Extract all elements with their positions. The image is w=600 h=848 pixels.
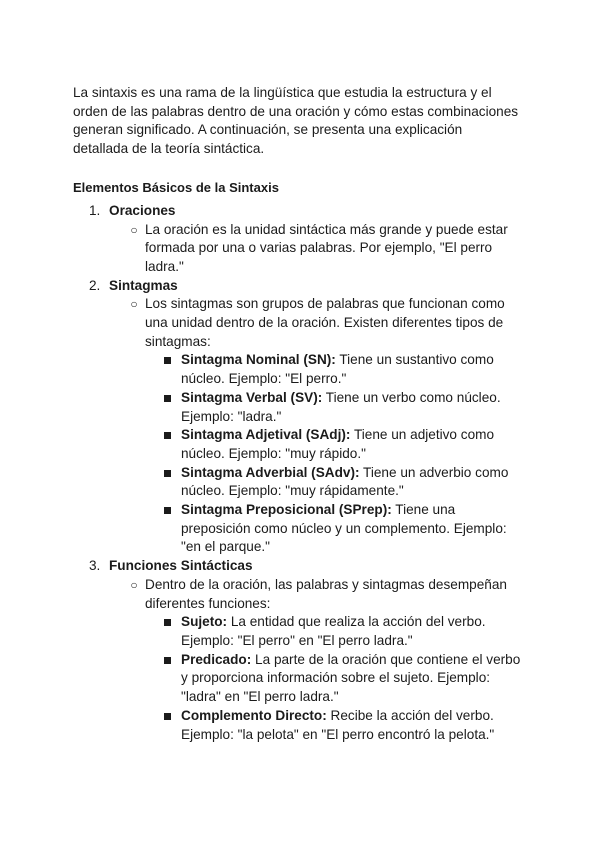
- circle-bullet-icon: ○: [130, 297, 138, 312]
- detail-list: [145, 613, 521, 744]
- square-bullet-icon: [164, 713, 171, 720]
- square-bullet-icon: [164, 507, 171, 514]
- item-title: Oraciones: [109, 202, 176, 218]
- detail-item: [145, 613, 521, 650]
- sub-list: [109, 221, 521, 277]
- section-heading: Elementos Básicos de la Sintaxis: [73, 179, 279, 195]
- detail-term: Predicado:: [181, 651, 252, 667]
- detail-item: [145, 501, 521, 557]
- detail-item: [145, 351, 521, 388]
- intro-paragraph: La sintaxis es una rama de la lingüística que estudia la estructura y el orden de las palabras dentro de una oración y cómo estas combinaciones generan significado. A continuación, se presenta una explicación detallada de la teoría sintáctica.: [73, 85, 519, 157]
- square-bullet-icon: [164, 470, 171, 477]
- detail-text: La entidad que realiza la acción del verbo. Ejemplo: "El perro" en "El perro ladra.": [181, 614, 486, 648]
- detail-text: Recibe la acción del verbo. Ejemplo: "la pelota" en "El perro encontró la pelota.": [181, 707, 495, 742]
- detail-item: [145, 389, 521, 426]
- sub-item-text: La oración es la unidad sintáctica más grande y puede estar formada por una o varias palabras. Por ejemplo, "El perro ladra.": [145, 221, 508, 274]
- detail-item: [145, 707, 521, 744]
- detail-item: [145, 651, 521, 707]
- sub-list-item: [109, 295, 521, 557]
- detail-text: Tiene un verbo como núcleo. Ejemplo: "ladra.": [181, 389, 501, 424]
- square-bullet-icon: [164, 395, 171, 402]
- item-number: 2.: [89, 277, 101, 293]
- detail-item: [145, 464, 521, 501]
- detail-term: Sintagma Adjetival (SAdj):: [181, 427, 351, 443]
- main-list-item-sintagmas: [73, 277, 521, 558]
- sub-list-item: [109, 576, 521, 744]
- sub-list: [109, 295, 521, 557]
- detail-term: Complemento Directo:: [181, 707, 327, 723]
- main-list: [73, 202, 521, 744]
- detail-item: [145, 426, 521, 463]
- main-list-item-oraciones: [73, 202, 521, 277]
- detail-text: Tiene un adjetivo como núcleo. Ejemplo: "muy rápido.": [181, 427, 495, 461]
- detail-term: Sintagma Preposicional (SPrep):: [181, 502, 392, 518]
- detail-text: La parte de la oración que contiene el verbo y proporciona información sobre el sujeto. Ejemplo: "ladra" en "El perro ladra.": [181, 651, 521, 705]
- item-number: 1.: [89, 202, 101, 218]
- circle-bullet-icon: ○: [130, 222, 138, 237]
- detail-term: Sintagma Nominal (SN):: [181, 352, 336, 368]
- square-bullet-icon: [164, 357, 171, 364]
- item-title: Sintagmas: [109, 277, 178, 293]
- detail-list: [145, 351, 521, 557]
- square-bullet-icon: [164, 432, 171, 439]
- sub-list: [109, 576, 521, 744]
- detail-term: Sintagma Adverbial (SAdv):: [181, 464, 360, 480]
- detail-text: Tiene una preposición como núcleo y un complemento. Ejemplo: "en el parque.": [181, 502, 507, 555]
- detail-text: Tiene un adverbio como núcleo. Ejemplo: "muy rápidamente.": [181, 464, 509, 499]
- sub-item-text: Dentro de la oración, las palabras y sintagmas desempeñan diferentes funciones:: [145, 576, 507, 611]
- square-bullet-icon: [164, 657, 171, 664]
- main-list-item-funciones: [73, 557, 521, 744]
- detail-term: Sintagma Verbal (SV):: [181, 389, 323, 405]
- detail-term: Sujeto:: [181, 614, 228, 630]
- detail-text: Tiene un sustantivo como núcleo. Ejemplo: "El perro.": [181, 352, 494, 387]
- sub-list-item: [109, 221, 521, 277]
- square-bullet-icon: [164, 619, 171, 626]
- item-number: 3.: [89, 558, 101, 574]
- circle-bullet-icon: ○: [130, 577, 138, 592]
- item-title: Funciones Sintácticas: [109, 558, 253, 574]
- document-page: [73, 84, 521, 744]
- sub-item-text: Los sintagmas son grupos de palabras que funcionan como una unidad dentro de la oración. Existen diferentes tipos de sintagmas:: [145, 296, 505, 349]
